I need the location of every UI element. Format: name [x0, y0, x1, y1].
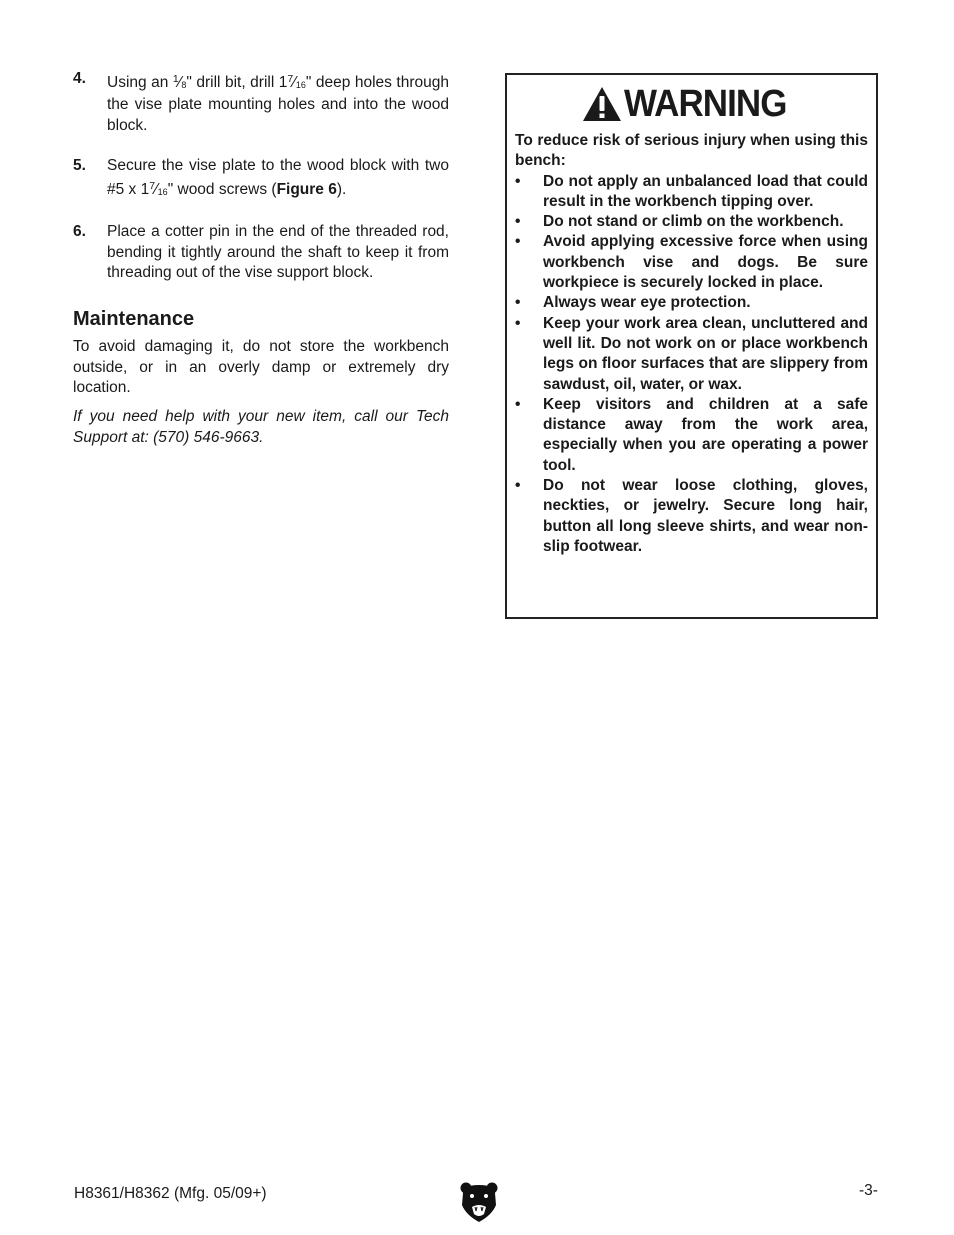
warning-item-text: Do not apply an unbalanced load that could result in the workbench tipping over.	[543, 172, 868, 210]
bullet-icon: •	[515, 314, 521, 332]
bear-head-logo-icon	[459, 1181, 499, 1223]
warning-item	[515, 314, 868, 395]
instructions-column	[73, 69, 449, 457]
warning-header	[507, 83, 876, 125]
fraction-numerator: 1	[172, 73, 179, 85]
step-text: Secure the vise plate to the wood block with two #5 x $1^7⁄16$" wood screws (Figure 6).	[107, 156, 449, 199]
step-text-part: Using an	[107, 74, 173, 91]
warning-item	[515, 395, 868, 476]
step-number: 6.	[73, 223, 86, 241]
bullet-icon: •	[515, 233, 521, 251]
step-number: 4.	[73, 70, 86, 87]
fraction-denominator: 16	[157, 187, 168, 198]
step-4	[73, 69, 449, 136]
warning-item-text: Always wear eye protection.	[543, 294, 751, 312]
bullet-icon: •	[515, 213, 521, 231]
step-text-part: ).	[336, 181, 347, 199]
page-number: -3-	[859, 1182, 878, 1199]
maintenance-body: To avoid damaging it, do not store the workbench outside, or in an overly damp or extremely dry location.	[73, 338, 449, 396]
step-text-part: " wood screws (	[167, 181, 277, 199]
tech-support-note: If you need help with your new item, call our Tech Support at: (570) 546-9663.	[73, 408, 449, 446]
warning-box	[505, 73, 878, 619]
warning-item	[515, 212, 868, 232]
bullet-icon: •	[515, 294, 521, 312]
bullet-icon: •	[515, 172, 521, 190]
warning-item	[515, 172, 868, 213]
bullet-icon: •	[515, 477, 521, 495]
step-6	[73, 222, 449, 283]
warning-item	[515, 476, 868, 557]
footer-model: H8361/H8362 (Mfg. 05/09+)	[74, 1185, 267, 1202]
figure-reference: Figure 6	[276, 181, 337, 199]
step-text-part: " deep holes through the vise plate mounting holes and into the wood block.	[107, 74, 449, 134]
step-5	[73, 156, 449, 203]
warning-intro: To reduce risk of serious injury when using this bench:	[515, 132, 868, 170]
step-number: 5.	[73, 156, 86, 174]
warning-item	[515, 232, 868, 293]
maintenance-heading: Maintenance	[73, 308, 195, 331]
warning-item	[515, 293, 868, 313]
step-text-part: Secure the vise plate to the wood block with two #5 x 1	[107, 156, 449, 199]
step-text: Place a cotter pin in the end of the threaded rod, bending it tightly around the shaft to keep it from threading out of the vise support block.	[107, 223, 449, 282]
fraction-denominator: 16	[295, 80, 306, 90]
fraction-numerator: 7	[149, 180, 156, 193]
warning-item-text: Do not wear loose clothing, gloves, neckties, or jewelry. Secure long hair, button all long sleeve shirts, and wear non-slip footwear.	[543, 477, 868, 555]
warning-item-text: Keep your work area clean, uncluttered and well lit. Do not work on or place workbench legs on floor surfaces that are slippery from sawdust, oil, water, or wax.	[543, 314, 868, 393]
step-text: Using an $^1$⁄8" drill bit, drill $1^7⁄16$" deep holes through the vise plate mounting holes and into the wood block.	[107, 73, 449, 134]
bullet-icon: •	[515, 395, 521, 413]
step-text-part: " drill bit, drill 1	[186, 74, 288, 91]
warning-triangle-icon	[582, 86, 622, 122]
warning-item-text: Avoid applying excessive force when using workbench vise and dogs. Be sure workpiece is securely locked in place.	[543, 233, 868, 292]
fraction-numerator: 7	[287, 73, 294, 85]
warning-title: WARNING	[624, 83, 787, 125]
warning-item-text: Do not stand or climb on the workbench.	[543, 213, 844, 231]
warning-item-text: Keep visitors and children at a safe distance away from the work area, especially when you are operating a power tool.	[543, 395, 868, 474]
fraction-denominator: 8	[181, 80, 187, 90]
warning-body	[507, 125, 876, 557]
